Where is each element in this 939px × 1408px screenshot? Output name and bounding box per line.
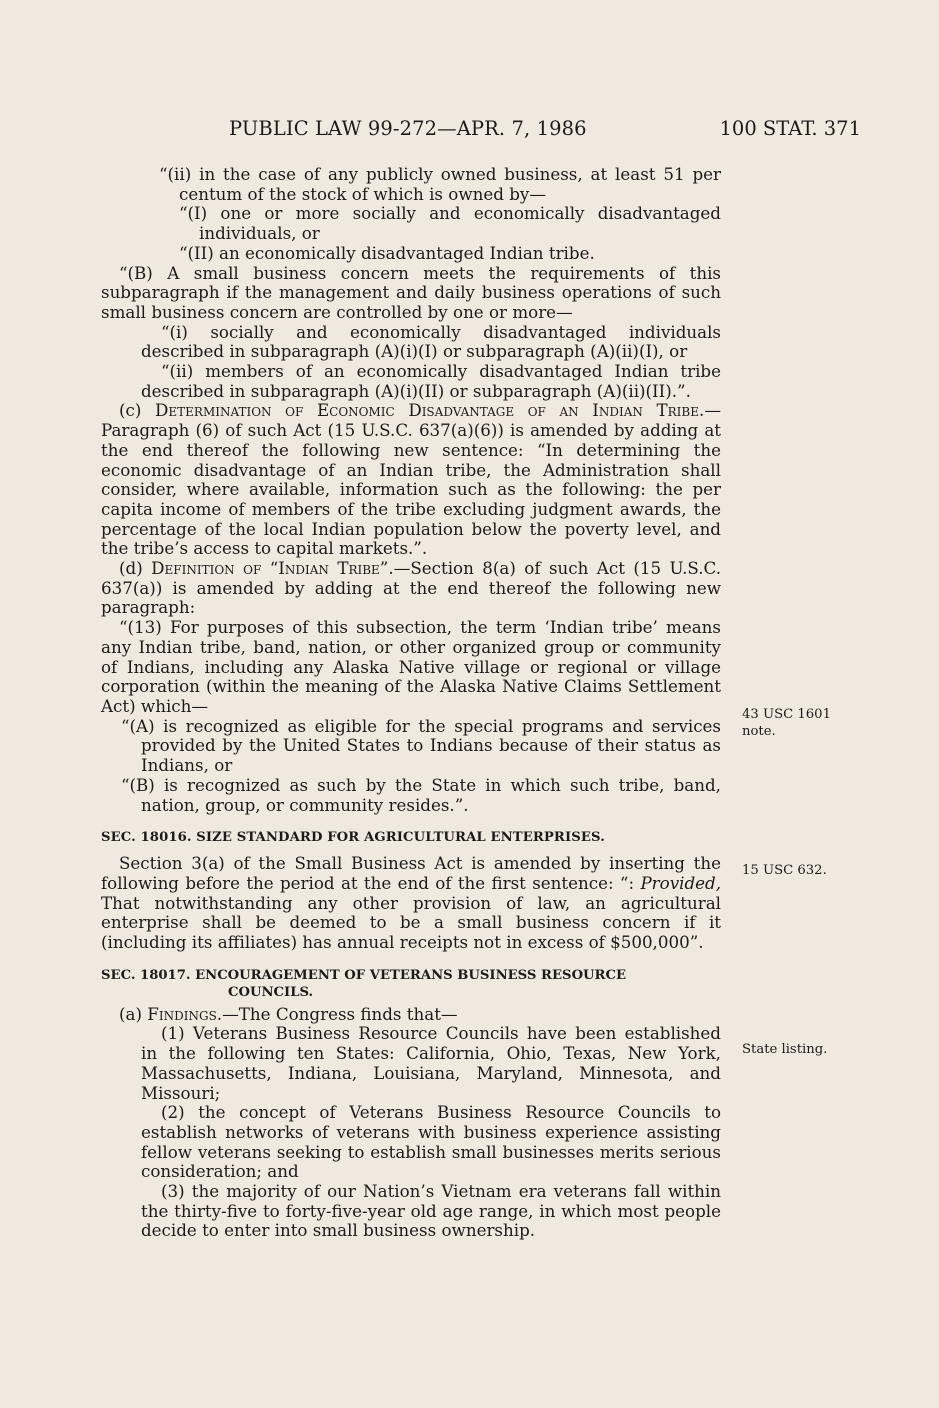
subsection-c-text: .—Paragraph (6) of such Act (15 U.S.C. 637(a)(6)) is amended by adding at the end thereof the following new sentence: “In determining the economic disadvantage of an Indian tribe, the Administration shall consider, where available, information such as the following: the per capita income of members of the tribe excluding judgment awards, the percentage of the local Indian population below the poverty level, and the tribe’s access to capital markets.”. bbox=[101, 400, 722, 559]
section-18016-text bbox=[101, 854, 721, 953]
subsection-d-heading: Definition of “Indian Tribe” bbox=[151, 558, 389, 579]
margin-note-43-usc-line2: note. bbox=[742, 724, 776, 739]
running-header-page: 100 STAT. 371 bbox=[719, 117, 861, 140]
subsection-d-label: (d) bbox=[119, 558, 143, 579]
clause-A: “(A) is recognized as eligible for the special programs and services provided by the United States to Indians because of their status as Indians, or bbox=[121, 715, 721, 776]
clause-ii-public: “(ii) in the case of any publicly owned business, at least 51 per centum of the stock of which is owned by— bbox=[159, 164, 721, 204]
clause-ii-members: “(ii) members of an economically disadvantaged Indian tribe described in subparagraph (A)(i)(II) or subparagraph (A)(ii)(II).”. bbox=[141, 361, 721, 401]
margin-note-43-usc bbox=[742, 706, 831, 740]
subsection-a-text: .—The Congress finds that— bbox=[216, 1003, 458, 1024]
subsection-a-heading: Findings bbox=[147, 1003, 217, 1024]
body-text bbox=[101, 165, 721, 1241]
margin-note-43-usc-line1: 43 USC 1601 bbox=[742, 707, 831, 722]
section-18016-provided: Provided, bbox=[640, 872, 721, 893]
margin-note-15-usc: 15 USC 632. bbox=[742, 863, 827, 878]
section-18016-text-a: Section 3(a) of the Small Business Act is amended by inserting the following before the period at the end of the first sentence: “: bbox=[101, 853, 721, 893]
section-18017-heading-line1: SEC. 18017. ENCOURAGEMENT OF VETERANS BUSINESS RESOURCE bbox=[101, 967, 627, 983]
section-18016-heading: SEC. 18016. SIZE STANDARD FOR AGRICULTURAL ENTERPRISES. bbox=[101, 830, 605, 846]
subsection-d bbox=[101, 559, 721, 618]
subsection-c-heading: Determination of Economic Disadvantage of an Indian Tribe bbox=[155, 400, 700, 421]
subsection-a-label: (a) bbox=[119, 1003, 142, 1024]
clause-II: “(II) an economically disadvantaged Indian tribe. bbox=[179, 242, 595, 263]
finding-2: (2) the concept of Veterans Business Resource Councils to establish networks of veterans with business experience assisting fellow veterans seeking to establish small businesses merits serious consideration; and bbox=[141, 1102, 721, 1182]
clause-I: “(I) one or more socially and economically disadvantaged individuals, or bbox=[179, 203, 721, 244]
finding-3: (3) the majority of our Nation’s Vietnam era veterans fall within the thirty-five to forty-five-year old age range, in which most people decide to enter into small business ownership. bbox=[141, 1181, 721, 1241]
section-18016-text-b: That notwithstanding any other provision of law, an agricultural enterprise shall be deemed to be a small business concern if it (including its affiliates) has annual receipts not in excess of $500,000”. bbox=[101, 892, 721, 953]
margin-note-state-listing: State listing. bbox=[742, 1042, 828, 1057]
subsection-c bbox=[101, 401, 721, 559]
subsection-a-findings bbox=[101, 1005, 721, 1025]
section-18017-heading-line2: COUNCILS. bbox=[228, 984, 314, 1000]
finding-1: (1) Veterans Business Resource Councils have been established in the following ten States: California, Ohio, Texas, New York, Massachusetts, Indiana, Louisiana, Maryland, Minnesota, and Missouri; bbox=[141, 1023, 721, 1103]
subsection-c-label: (c) bbox=[119, 400, 142, 421]
clause-B: “(B) is recognized as such by the State in which such tribe, band, nation, group, or community resides.”. bbox=[121, 774, 721, 815]
paragraph-13: “(13) For purposes of this subsection, the term ‘Indian tribe’ means any Indian tribe, band, nation, or other organized group or community of Indians, including any Alaska Native village or regional or village corporation (within the meaning of the Alaska Native Claims Settlement Act) which— bbox=[101, 617, 721, 716]
subsection-d-text: .—Section 8(a) of such Act (15 U.S.C. 637(a)) is amended by adding at the end thereof the following new paragraph: bbox=[101, 558, 721, 618]
clause-i-individuals: “(i) socially and economically disadvantaged individuals described in subparagraph (A)(i)(I) or subparagraph (A)(ii)(I), or bbox=[141, 321, 721, 362]
section-18017-heading bbox=[101, 967, 721, 1001]
running-header-title: PUBLIC LAW 99-272—APR. 7, 1986 bbox=[229, 117, 587, 140]
subparagraph-B: “(B) A small business concern meets the requirements of this subparagraph if the management and daily business operations of such small business concern are controlled by one or more— bbox=[101, 262, 721, 322]
